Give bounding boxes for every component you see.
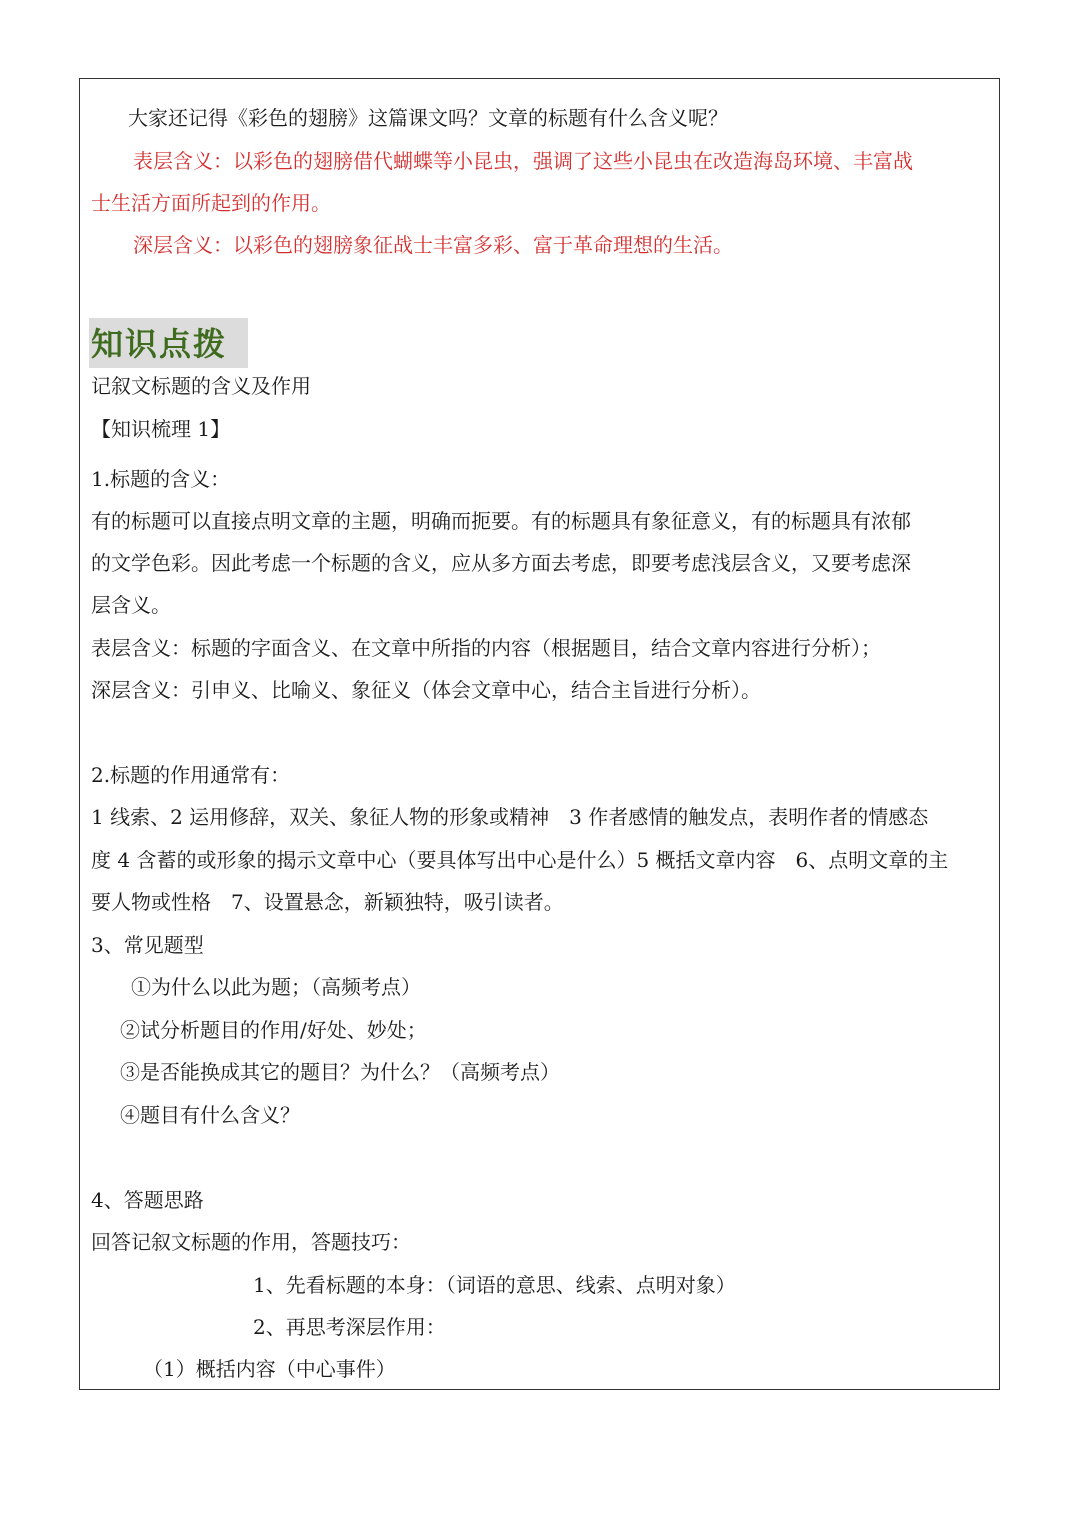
part1-surface-meaning: 表层含义：标题的字面含义、在文章中所指的内容（根据题目，结合文章内容进行分析）； <box>91 636 881 660</box>
part3-question: ①为什么以此为题；（高频考点） <box>131 975 421 999</box>
part1-paragraph-line: 的文学色彩。因此考虑一个标题的含义，应从多方面去考虑，即要考虑浅层含义，又要考虑深 <box>91 551 911 575</box>
intro-deep-meaning: 深层含义：以彩色的翅膀象征战士丰富多彩、富于革命理想的生活。 <box>133 233 733 257</box>
part4-step: 2、再思考深层作用： <box>253 1315 446 1339</box>
part3-question: ③是否能换成其它的题目？为什么？（高频考点） <box>120 1060 560 1084</box>
intro-question: 大家还记得《彩色的翅膀》这篇课文吗？文章的标题有什么含义呢？ <box>128 106 728 130</box>
subtitle: 记叙文标题的含义及作用 <box>91 374 311 398</box>
part1-paragraph-line: 层含义。 <box>91 593 171 617</box>
content-table-frame <box>79 78 1000 1390</box>
part1-title: 1.标题的含义： <box>91 467 231 491</box>
part3-question: ②试分析题目的作用/好处、妙处； <box>120 1018 427 1042</box>
part2-line: 1 线索、2 运用修辞，双关、象征人物的形象或精神 3 作者感情的触发点，表明作者的情感态 <box>91 805 929 829</box>
part3-title: 3、常见题型 <box>91 933 204 957</box>
section-heading: 知识点拨 <box>91 325 228 363</box>
part4-intro: 回答记叙文标题的作用，答题技巧： <box>91 1230 411 1254</box>
intro-surface-meaning: 表层含义：以彩色的翅膀借代蝴蝶等小昆虫，强调了这些小昆虫在改造海岛环境、丰富战 <box>133 149 913 173</box>
intro-surface-meaning-cont: 士生活方面所起到的作用。 <box>91 191 331 215</box>
part4-substep: （1）概括内容（中心事件） <box>143 1357 396 1381</box>
part1-paragraph-line: 有的标题可以直接点明文章的主题，明确而扼要。有的标题具有象征意义，有的标题具有浓郁 <box>91 509 911 533</box>
part3-question: ④题目有什么含义？ <box>120 1103 300 1127</box>
part2-line: 度 4 含蓄的或形象的揭示文章中心（要具体写出中心是什么）5 概括文章内容 6、点明文章的主 <box>91 848 949 872</box>
part2-title: 2.标题的作用通常有： <box>91 763 291 787</box>
part2-line: 要人物或性格 7、设置悬念，新颖独特，吸引读者。 <box>91 890 564 914</box>
part4-step: 1、先看标题的本身：（词语的意思、线索、点明对象） <box>253 1273 736 1297</box>
knowledge-tag: 【知识梳理 1】 <box>91 417 231 441</box>
part1-deep-meaning: 深层含义：引申义、比喻义、象征义（体会文章中心，结合主旨进行分析）。 <box>91 678 761 702</box>
part4-title: 4、答题思路 <box>91 1188 204 1212</box>
